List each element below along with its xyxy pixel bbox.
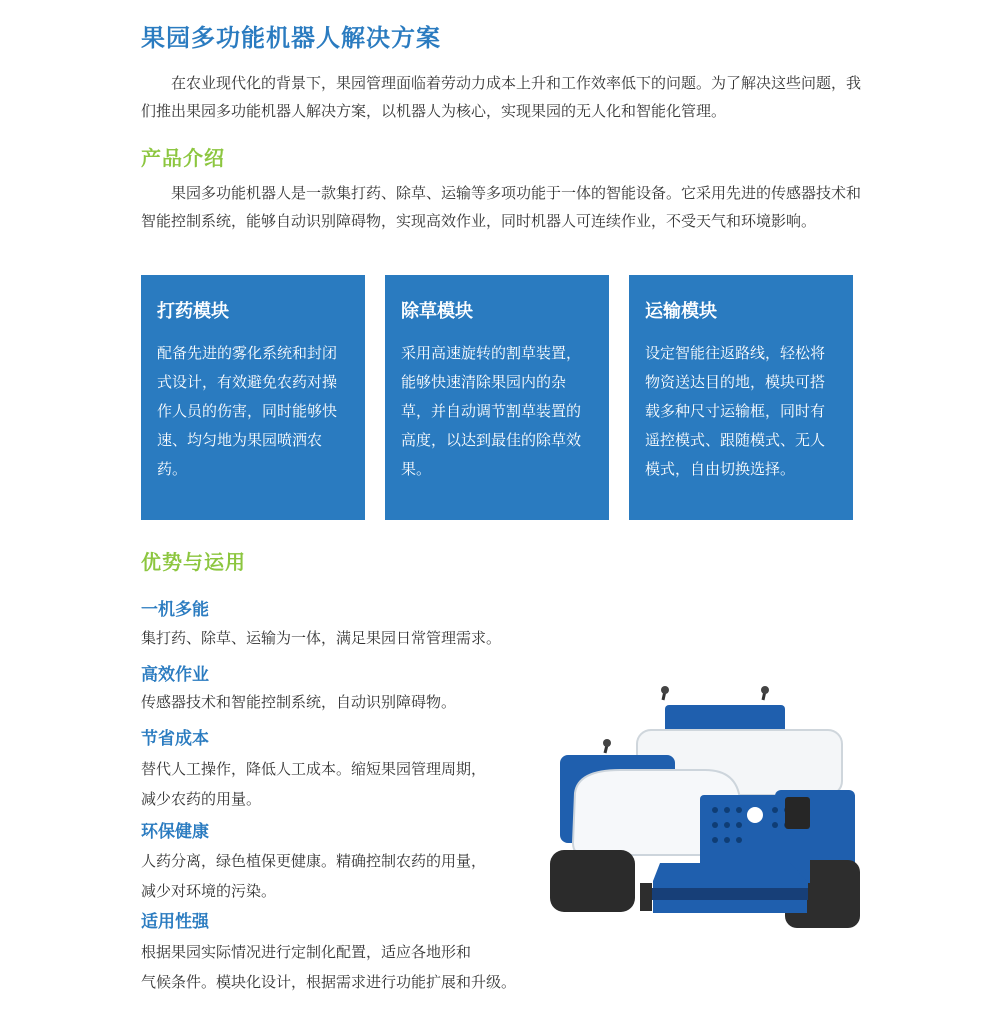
module-card-weeding bbox=[385, 275, 609, 520]
advantage-title: 适用性强 bbox=[141, 912, 209, 932]
advantage-line: 替代人工操作，降低人工成本。缩短果园管理周期， bbox=[141, 760, 487, 778]
page-title: 果园多功能机器人解决方案 bbox=[141, 24, 441, 52]
module-title: 打药模块 bbox=[157, 301, 229, 322]
intro-paragraph: 在农业现代化的背景下，果园管理面临着劳动力成本上升和工作效率低下的问题。为了解决这些问题，我们推出果园多功能机器人解决方案，以机器人为核心，实现果园的无人化和智能化管理。 bbox=[141, 74, 862, 120]
advantages-heading: 优势与运用 bbox=[141, 550, 246, 574]
module-card-spraying bbox=[141, 275, 365, 520]
module-description: 设定智能往返路线，轻松将物资送达目的地，模块可搭载多种尺寸运输框，同时有遥控模式、跟随模式、无人模式，自由切换选择。 bbox=[645, 344, 826, 478]
advantage-line: 传感器技术和智能控制系统，自动识别障碍物。 bbox=[141, 693, 457, 711]
advantage-title: 一机多能 bbox=[141, 600, 209, 620]
advantage-line: 气候条件。模块化设计，根据需求进行功能扩展和升级。 bbox=[141, 973, 517, 991]
advantage-line: 根据果园实际情况进行定制化配置，适应各地形和 bbox=[141, 943, 472, 961]
advantage-title: 节省成本 bbox=[141, 729, 209, 749]
product-heading: 产品介绍 bbox=[141, 146, 225, 170]
advantage-line: 减少农药的用量。 bbox=[141, 790, 262, 808]
module-title: 除草模块 bbox=[401, 301, 473, 322]
module-title: 运输模块 bbox=[645, 301, 717, 322]
advantage-title: 环保健康 bbox=[141, 822, 209, 842]
advantage-line: 人药分离，绿色植保更健康。精确控制农药的用量， bbox=[141, 852, 487, 870]
module-description: 采用高速旋转的割草装置，能够快速清除果园内的杂草，并自动调节割草装置的高度，以达到最佳的除草效果。 bbox=[401, 344, 582, 478]
advantage-title: 高效作业 bbox=[141, 665, 209, 685]
advantage-line: 减少对环境的污染。 bbox=[141, 882, 277, 900]
product-description: 果园多功能机器人是一款集打药、除草、运输等多项功能于一体的智能设备。它采用先进的传感器技术和智能控制系统，能够自动识别障碍物，实现高效作业，同时机器人可连续作业，不受天气和环境影响。 bbox=[141, 184, 862, 230]
module-description: 配备先进的雾化系统和封闭式设计，有效避免农药对操作人员的伤害，同时能够快速、均匀地为果园喷洒农药。 bbox=[157, 344, 338, 478]
orchard-robot-icon bbox=[545, 685, 865, 950]
module-card-transport bbox=[629, 275, 853, 520]
advantage-line: 集打药、除草、运输为一体，满足果园日常管理需求。 bbox=[141, 629, 502, 647]
track bbox=[550, 850, 635, 912]
